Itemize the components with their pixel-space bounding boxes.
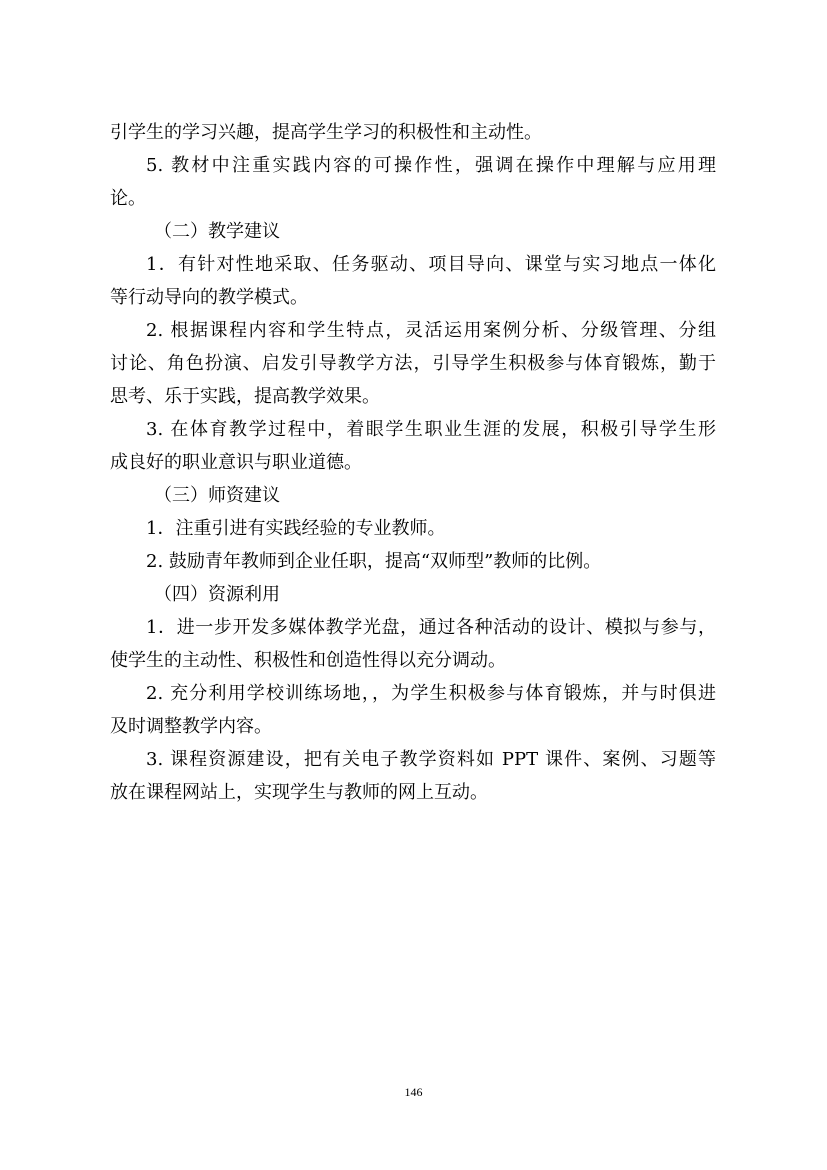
paragraph-line: 放在课程网站上，实现学生与教师的网上互动。 xyxy=(110,782,488,803)
page-number: 146 xyxy=(404,1085,423,1099)
paragraph-line: 成良好的职业意识与职业道德。 xyxy=(110,452,362,473)
paragraph-line: 2. 根据课程内容和学生特点，灵活运用案例分析、分级管理、分组 xyxy=(146,320,716,341)
paragraph-line: 论。 xyxy=(110,188,146,209)
paragraph-line: 5. 教材中注重实践内容的可操作性，强调在操作中理解与应用理 xyxy=(146,155,716,176)
paragraph-line: 1．进一步开发多媒体教学光盘，通过各种活动的设计、模拟与参与， xyxy=(146,617,716,638)
paragraph-line: 讨论、角色扮演、启发引导教学方法，引导学生积极参与体育锻炼，勤于 xyxy=(110,353,716,374)
section-heading: （四）资源利用 xyxy=(154,584,280,605)
paragraph-line: 使学生的主动性、积极性和创造性得以充分调动。 xyxy=(110,650,506,671)
section-heading: （三）师资建议 xyxy=(154,485,280,506)
paragraph-line: 1．有针对性地采取、任务驱动、项目导向、课堂与实习地点一体化 xyxy=(146,254,716,275)
section-heading: （二）教学建议 xyxy=(154,221,280,242)
paragraph-line: 3. 课程资源建设，把有关电子教学资料如 PPT 课件、案例、习题等 xyxy=(146,749,716,770)
paragraph-line: 思考、乐于实践，提高教学效果。 xyxy=(110,386,380,407)
paragraph-line: 引学生的学习兴趣，提高学生学习的积极性和主动性。 xyxy=(110,122,542,143)
paragraph-line: 等行动导向的教学模式。 xyxy=(110,287,308,308)
paragraph-line: 1．注重引进有实践经验的专业教师。 xyxy=(146,518,446,539)
paragraph-line: 2. 充分利用学校训练场地，，为学生积极参与体育锻炼，并与时俱进 xyxy=(146,683,716,704)
paragraph-line: 3. 在体育教学过程中，着眼学生职业生涯的发展，积极引导学生形 xyxy=(146,419,716,440)
paragraph-line: 2. 鼓励青年教师到企业任职，提高“双师型”教师的比例。 xyxy=(146,551,602,572)
paragraph-line: 及时调整教学内容。 xyxy=(110,716,272,737)
